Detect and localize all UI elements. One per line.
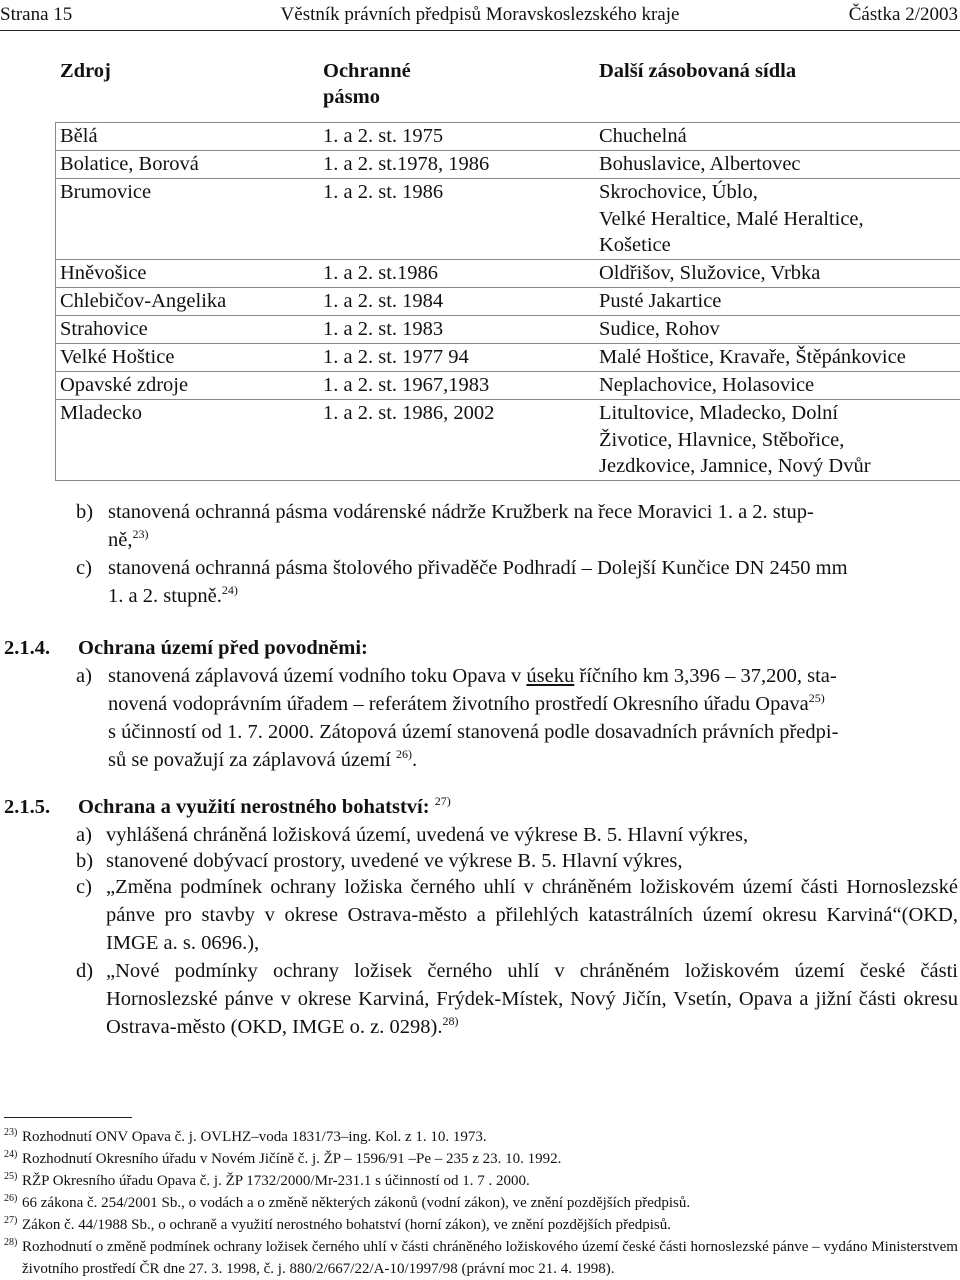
issue-number: Částka 2/2003 — [848, 4, 958, 25]
cell-sidla-line: Litultovice, Mladecko, Dolní — [599, 402, 839, 424]
table-row — [55, 179, 960, 260]
cell-sidla — [599, 288, 721, 315]
table-row — [55, 260, 960, 288]
header-rule — [0, 30, 960, 31]
cell-zdroj: Mladecko — [60, 402, 142, 424]
section-number: 2.1.5. — [4, 796, 51, 818]
section-title — [78, 793, 451, 821]
item-b-label: b) — [76, 501, 94, 523]
item-label: c) — [76, 876, 92, 898]
cell-sidla — [599, 316, 720, 343]
footnote-mark: 24) — [4, 1149, 18, 1160]
cell-zdroj: Velké Hoštice — [60, 346, 175, 368]
item-text — [106, 957, 958, 1041]
item-b-line2 — [108, 526, 148, 554]
col-header-pasmo-line2: pásmo — [323, 86, 380, 108]
item-a-line2 — [108, 690, 825, 718]
cell-pasmo: 1. a 2. st.1986 — [323, 262, 439, 284]
cell-pasmo: 1. a 2. st. 1977 94 — [323, 346, 469, 368]
table-row — [55, 151, 960, 179]
section-2-1-5-item-c — [76, 873, 958, 957]
footnote — [4, 1236, 958, 1280]
item-c-line1: stanovená ochranná pásma štolového přivaděče Podhradí – Dolejší Kunčice DN 2450 mm — [108, 557, 848, 579]
footnote — [4, 1192, 958, 1214]
cell-zdroj: Chlebičov-Angelika — [60, 290, 227, 312]
footnote — [4, 1170, 958, 1192]
footnote-text: Zákon č. 44/1988 Sb., o ochraně a využití nerostného bohatství (horní zákon), ve znění pozdějších předpisů. — [22, 1217, 671, 1233]
footnote-mark: 27) — [4, 1215, 18, 1226]
item-text: stanovené dobývací prostory, uvedené ve výkrese B. 5. Hlavní výkres, — [106, 850, 683, 872]
footnote-ref-26: 26) — [396, 747, 413, 762]
cell-sidla-line: Sudice, Rohov — [599, 318, 720, 340]
item-b-line2-text: ně, — [108, 529, 133, 551]
item-a-line2-text: novená vodoprávním úřadem – referátem životního prostředí Okresního úřadu Opava — [108, 693, 809, 715]
cell-pasmo: 1. a 2. st. 1983 — [323, 318, 444, 340]
footnote-text: Rozhodnutí ONV Opava č. j. OVLHZ–voda 1831/73–ing. Kol. z 1. 10. 1973. — [22, 1129, 487, 1145]
col-header-zdroj: Zdroj — [60, 60, 111, 82]
section-title: Ochrana území před povodněmi: — [78, 637, 368, 659]
footnote-mark: 25) — [4, 1171, 18, 1182]
footnote — [4, 1148, 958, 1170]
cell-sidla-line: Skrochovice, Úblo, — [599, 181, 758, 203]
section-2-1-5-item-b — [76, 847, 958, 875]
item-a-line4-text: sů se považují za záplavová území — [108, 749, 391, 771]
footnote-ref-28: 28) — [442, 1014, 459, 1029]
item-c-label: c) — [76, 557, 92, 579]
item-label: a) — [76, 665, 92, 687]
page-number: Strana 15 — [0, 4, 73, 25]
cell-sidla — [599, 260, 820, 287]
table-row — [55, 316, 960, 344]
journal-title: Věstník právních předpisů Moravskoslezského kraje — [280, 4, 680, 25]
cell-sidla-line: Pusté Jakartice — [599, 290, 722, 312]
cell-sidla — [599, 344, 906, 371]
footnote-text: RŽP Okresního úřadu Opava č. j. ŽP 1732/2000/Mr-231.1 s účinností od 1. 7 . 2000. — [22, 1173, 530, 1189]
item-label: b) — [76, 850, 94, 872]
footnote-rule — [4, 1117, 132, 1118]
item-a-line4 — [108, 746, 417, 774]
table-row — [55, 344, 960, 372]
cell-zdroj: Strahovice — [60, 318, 148, 340]
item-label: a) — [76, 824, 92, 846]
cell-sidla — [599, 372, 814, 399]
table-body — [55, 122, 960, 481]
table-row — [55, 122, 960, 151]
item-d-text: „Nové podmínky ochrany ložisek černého uhlí v chráněném ložiskovém území české části Hornoslezské pánve v okrese Karviná, Frýdek-Místek, Nový Jičín, Vsetín, Opava a jižní části okresu Ostrava-město (OKD, IMGE o. z. 0298). — [106, 960, 958, 1038]
col-header-pasmo — [323, 58, 411, 110]
item-c-line2-text: 1. a 2. stupně. — [108, 585, 222, 607]
cell-sidla-line: Oldřišov, Služovice, Vrbka — [599, 262, 821, 284]
footnote-text: Rozhodnutí Okresního úřadu v Novém Jičíně č. j. ŽP – 1596/91 –Pe – 235 z 23. 10. 1992. — [22, 1151, 562, 1167]
item-text: „Změna podmínek ochrany ložiska černého uhlí v chráněném ložiskovém území části Hornoslezské pánve pro stavby v okrese Ostrava-město a přilehlých katastrálních území okresu Karviná“(OKD, IMGE a. s. 0696.), — [106, 876, 958, 954]
item-c-line2 — [108, 582, 238, 610]
footnote-text: 66 zákona č. 254/2001 Sb., o vodách a o změně některých zákonů (vodní zákon), ve znění pozdějších předpisů. — [22, 1195, 691, 1211]
item-a-line3: s účinností od 1. 7. 2000. Zátopová území stanovená podle dosavadních právních předpi- — [108, 721, 839, 743]
section-title-text: Ochrana a využití nerostného bohatství: — [78, 796, 430, 818]
col-header-pasmo-line1: Ochranné — [323, 60, 411, 82]
cell-sidla-line: Životice, Hlavnice, Stěbořice, — [599, 428, 845, 451]
cell-sidla — [599, 151, 801, 178]
cell-pasmo: 1. a 2. st. 1975 — [323, 125, 444, 147]
cell-pasmo: 1. a 2. st. 1984 — [323, 290, 444, 312]
cell-sidla-line: Malé Hoštice, Kravaře, Štěpánkovice — [599, 346, 906, 368]
footnote — [4, 1214, 958, 1236]
cell-sidla — [599, 123, 687, 150]
table-row — [55, 288, 960, 316]
table-header — [55, 52, 960, 122]
cell-zdroj: Bělá — [60, 125, 98, 147]
footnote-ref-27: 27) — [434, 794, 451, 809]
cell-pasmo: 1. a 2. st. 1986, 2002 — [323, 402, 495, 424]
sources-table — [55, 52, 960, 481]
page-header — [0, 2, 960, 28]
cell-sidla-line: Chuchelná — [599, 125, 687, 147]
footnote-text: Rozhodnutí o změně podmínek ochrany ložisek černého uhlí v části chráněného ložiskového území české části hornoslezské pánve – vydáno Ministerstvem životního prostředí ČR dne 27. 3. 1998, č. j. 880/2/667/22/A-10/1997/98 (právní moc 21. 4. 1998). — [22, 1239, 958, 1277]
item-text: vyhlášená chráněná ložisková území, uvedená ve výkrese B. 5. Hlavní výkres, — [106, 824, 749, 846]
cell-pasmo: 1. a 2. st. 1967,1983 — [323, 374, 490, 396]
cell-sidla — [599, 179, 864, 259]
footnote-mark: 28) — [4, 1237, 18, 1248]
item-a-text-post: říčního km 3,396 – 37,200, sta- — [574, 665, 837, 687]
col-header-sidla: Další zásobovaná sídla — [599, 60, 797, 82]
item-label: d) — [76, 960, 94, 982]
section-2-1-5-item-a — [76, 821, 958, 849]
table-row — [55, 400, 960, 481]
section-number: 2.1.4. — [4, 637, 51, 659]
cell-zdroj: Bolatice, Borová — [60, 153, 199, 175]
cell-sidla-line: Bohuslavice, Albertovec — [599, 153, 801, 175]
underlined-word: úseku — [526, 665, 575, 687]
section-2-1-5-item-d — [76, 957, 958, 1041]
cell-sidla-line: Neplachovice, Holasovice — [599, 374, 815, 396]
cell-zdroj: Opavské zdroje — [60, 374, 189, 396]
item-b-line1: stanovená ochranná pásma vodárenské nádrže Kružberk na řece Moravici 1. a 2. stup- — [108, 501, 814, 523]
footnote-ref-23: 23) — [132, 527, 149, 542]
item-a-end: . — [412, 749, 418, 771]
item-a-line1 — [108, 662, 837, 690]
cell-sidla-line: Velké Heraltice, Malé Heraltice, — [599, 207, 864, 230]
item-a-text-pre: stanovená záplavová území vodního toku Opava v — [108, 665, 527, 687]
cell-pasmo: 1. a 2. st.1978, 1986 — [323, 153, 490, 175]
footnote-ref-25: 25) — [808, 691, 825, 706]
footnote — [4, 1126, 958, 1148]
cell-sidla-line: Jezdkovice, Jamnice, Nový Dvůr — [599, 455, 871, 477]
table-row — [55, 372, 960, 400]
footnote-ref-24: 24) — [221, 583, 238, 598]
cell-zdroj: Brumovice — [60, 181, 152, 203]
footnote-mark: 23) — [4, 1127, 18, 1138]
cell-pasmo: 1. a 2. st. 1986 — [323, 181, 444, 203]
cell-zdroj: Hněvošice — [60, 262, 147, 284]
cell-sidla — [599, 400, 871, 480]
cell-sidla-line: Košetice — [599, 234, 671, 256]
footnote-mark: 26) — [4, 1193, 18, 1204]
